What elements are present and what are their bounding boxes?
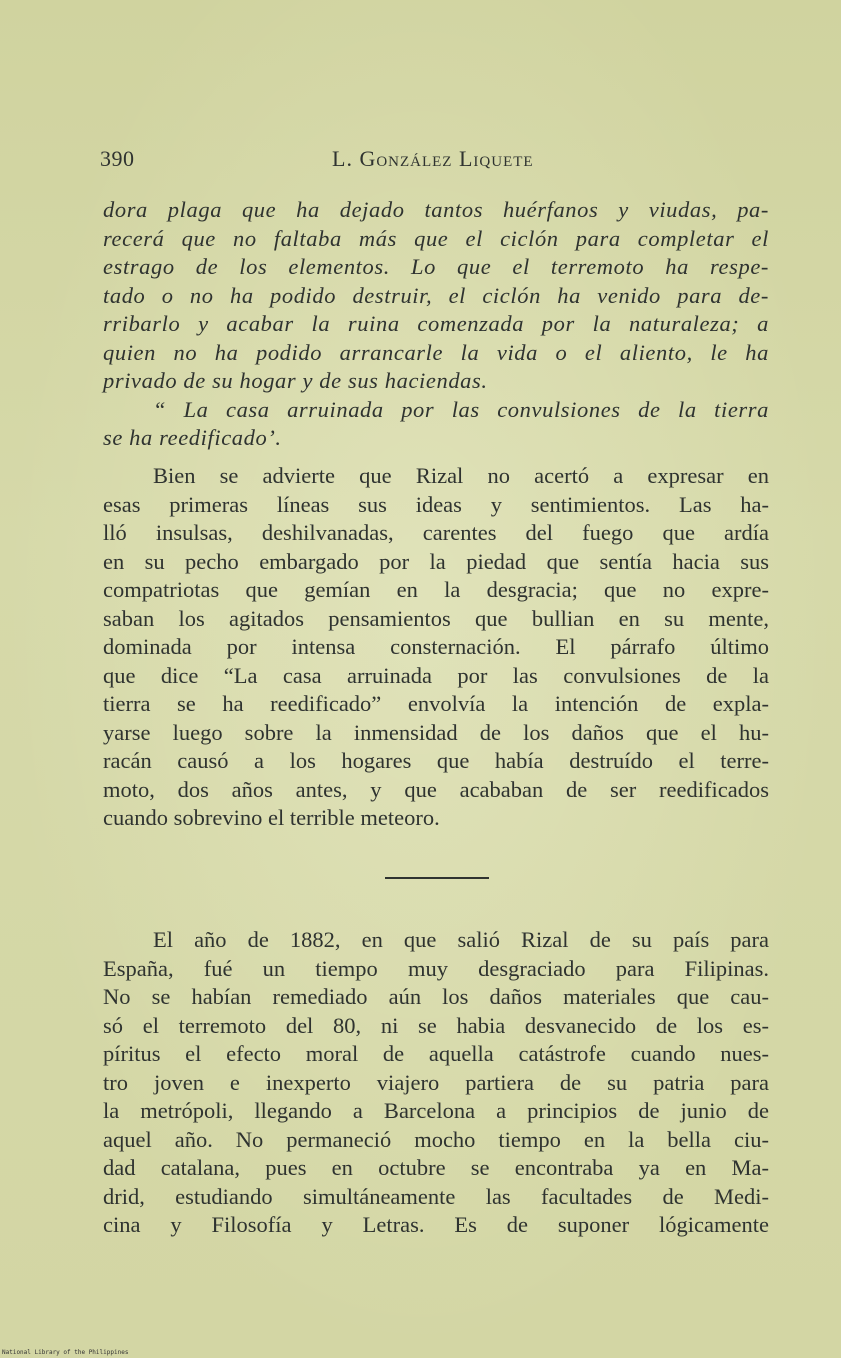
- text-line: só el terremoto del 80, ni se habia desvanecido de los es-: [103, 1012, 769, 1038]
- text-line: que dice “La casa arruinada por las convulsiones de la: [103, 662, 769, 688]
- text-line: compatriotas que gemían en la desgracia; que no expre-: [103, 577, 769, 602]
- paragraph-2: [103, 926, 769, 1240]
- text-line: estrago de los elementos. Lo que el terremoto ha respe-: [103, 254, 769, 279]
- text-line: tierra se ha reedificado” envolvía la intención de expla-: [103, 691, 769, 716]
- text-line: dad catalana, pues en octubre se encontraba ya en Ma-: [103, 1155, 769, 1180]
- text-line: cuando sobrevino el terrible meteoro.: [103, 805, 440, 830]
- running-title: L. González Liquete: [332, 146, 534, 171]
- text-line: tro joven e inexperto viajero partiera de su patria para: [103, 1069, 769, 1095]
- text-line: se ha reedificado’.: [103, 425, 282, 450]
- text-line: yarse luego sobre la inmensidad de los daños que el hu-: [103, 719, 769, 745]
- text-line: dominada por intensa consternación. El párrafo último: [103, 634, 769, 659]
- text-line: saban los agitados pensamientos que bullian en su mente,: [103, 605, 769, 631]
- text-line: quien no ha podido arrancarle la vida o el aliento, le ha: [103, 339, 769, 365]
- quoted-passage: [103, 196, 769, 453]
- text-line: lló insulsas, deshilvanadas, carentes del fuego que ardía: [103, 520, 769, 545]
- text-line: aquel año. No permaneció mocho tiempo en la bella ciu-: [103, 1126, 769, 1152]
- text-line: tado o no ha podido destruir, el ciclón ha venido para de-: [103, 282, 769, 308]
- text-line: privado de su hogar y de sus haciendas.: [103, 368, 488, 393]
- text-line: El año de 1882, en que salió Rizal de su país para: [153, 927, 769, 952]
- library-credit: National Library of the Philippines: [2, 1349, 129, 1356]
- text-line: drid, estudiando simultáneamente las facultades de Medi-: [103, 1183, 769, 1209]
- text-line: la metrópoli, llegando a Barcelona a principios de junio de: [103, 1098, 769, 1123]
- paragraph-1: [103, 462, 769, 833]
- text-line: “ La casa arruinada por las convulsiones de la tierra: [153, 396, 769, 422]
- text-line: No se habían remediado aún los daños materiales que cau-: [103, 984, 769, 1009]
- text-line: cina y Filosofía y Letras. Es de suponer lógicamente: [103, 1212, 769, 1237]
- page-header: [100, 146, 770, 176]
- text-line: moto, dos años antes, y que acababan de ser reedificados: [103, 776, 769, 802]
- section-divider: [385, 877, 489, 879]
- text-line: píritus el efecto moral de aquella catástrofe cuando nues-: [103, 1041, 769, 1066]
- text-line: esas primeras líneas sus ideas y sentimientos. Las ha-: [103, 491, 769, 517]
- text-line: racán causó a los hogares que había destruído el terre-: [103, 748, 769, 773]
- text-line: dora plaga que ha dejado tantos huérfanos y viudas, pa-: [103, 197, 769, 222]
- page-number: 390: [100, 146, 135, 171]
- text-line: Bien se advierte que Rizal no acertó a expresar en: [153, 463, 769, 488]
- text-line: en su pecho embargado por la piedad que sentía hacia sus: [103, 548, 769, 574]
- text-line: España, fué un tiempo muy desgraciado para Filipinas.: [103, 955, 769, 981]
- text-line: rribarlo y acabar la ruina comenzada por la naturaleza; a: [103, 311, 769, 336]
- text-line: recerá que no faltaba más que el ciclón para completar el: [103, 225, 769, 251]
